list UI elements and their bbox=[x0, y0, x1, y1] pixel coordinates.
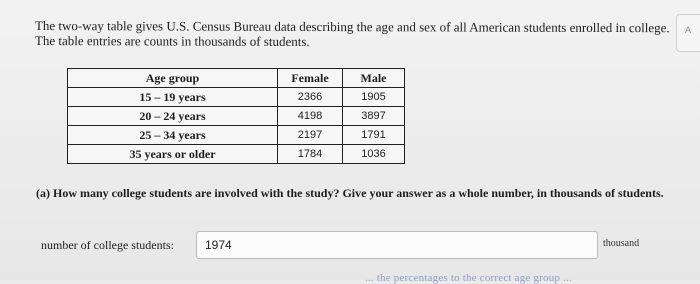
age-group-cell: 15 – 19 years bbox=[68, 88, 278, 107]
age-group-cell: 25 – 34 years bbox=[68, 126, 278, 145]
table-row bbox=[68, 107, 405, 126]
female-count-cell: 2197 bbox=[278, 126, 343, 145]
college-students-input[interactable] bbox=[196, 231, 598, 259]
part-a-question bbox=[36, 186, 676, 200]
male-count-cell: 1036 bbox=[343, 145, 405, 164]
female-count-cell: 2366 bbox=[278, 88, 343, 107]
table-row bbox=[68, 145, 405, 164]
header-age-group: Age group bbox=[68, 69, 278, 88]
male-count-cell: 3897 bbox=[343, 107, 405, 126]
header-male: Male bbox=[343, 69, 405, 88]
unit-label: thousand bbox=[603, 238, 640, 249]
age-group-cell: 35 years or older bbox=[68, 145, 278, 164]
male-count-cell: 1905 bbox=[343, 88, 405, 107]
age-group-cell: 20 – 24 years bbox=[68, 107, 278, 126]
header-female: Female bbox=[278, 69, 343, 88]
part-a-text: How many college students are involved with the study? Give your answer as a whole number, in thousands of students. bbox=[53, 186, 664, 200]
female-count-cell: 4198 bbox=[278, 107, 343, 126]
table-header-row bbox=[68, 69, 405, 88]
census-table bbox=[67, 68, 405, 164]
answer-label: number of college students: bbox=[41, 238, 174, 252]
question-text: The two-way table gives U.S. Census Bureau data describing the age and sex of all American students enrolled in college. The table entries are counts in thousands of students. bbox=[34, 18, 670, 49]
next-question-preview: ... the percentages to the correct age group ... bbox=[365, 272, 572, 284]
table-row bbox=[68, 126, 405, 145]
side-tab-label: A bbox=[685, 25, 692, 35]
question-intro bbox=[35, 18, 685, 50]
male-count-cell: 1791 bbox=[343, 126, 405, 145]
table-row bbox=[68, 88, 405, 107]
female-count-cell: 1784 bbox=[278, 145, 343, 164]
part-a-label: (a) bbox=[36, 186, 50, 200]
